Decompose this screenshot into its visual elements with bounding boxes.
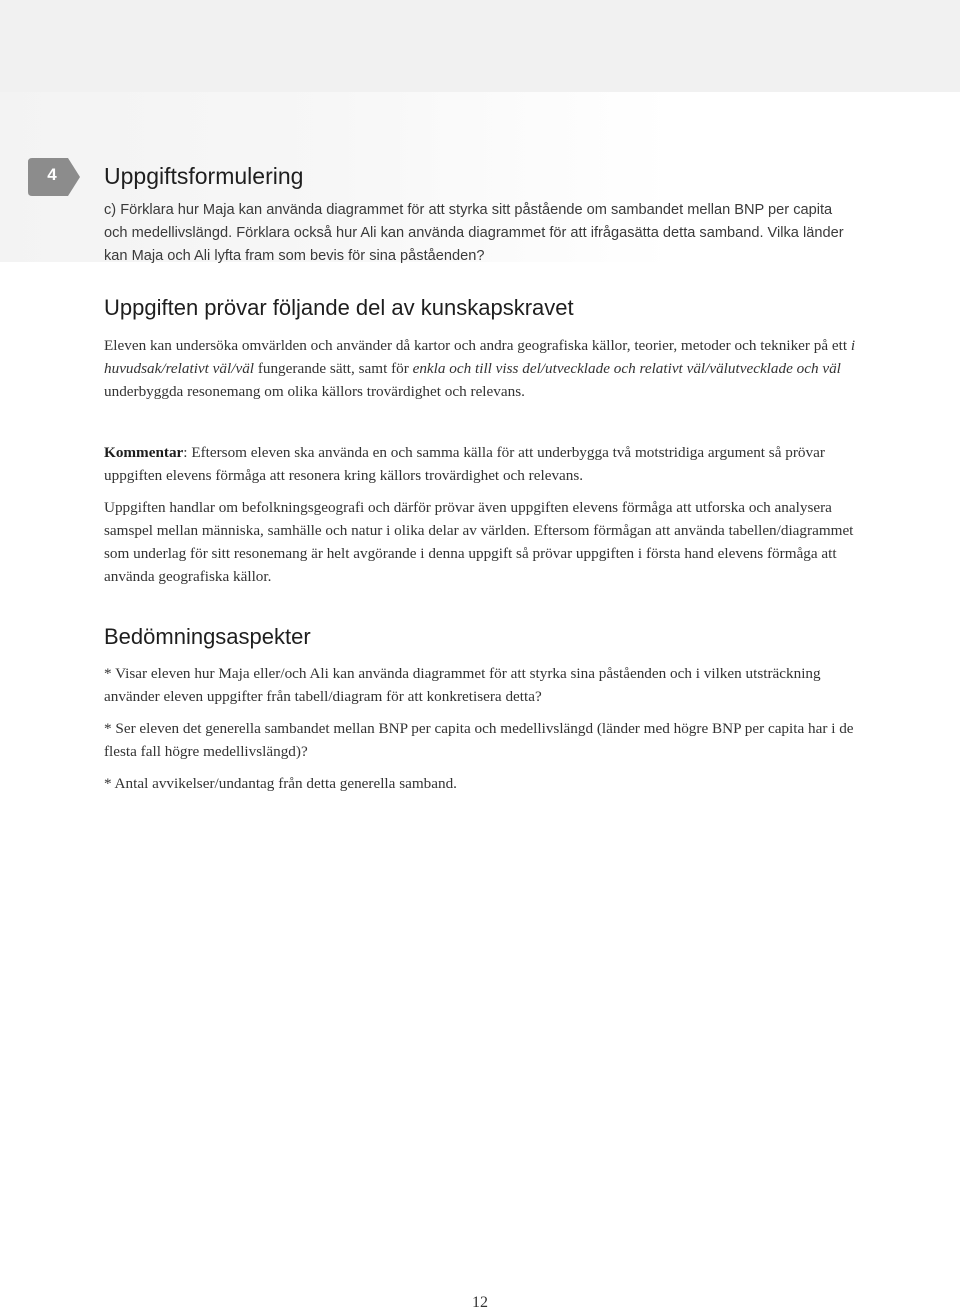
assessment-heading: Bedömningsaspekter	[104, 624, 311, 649]
page-number: 12	[472, 1294, 488, 1311]
requirement-text-italic1: i huvudsak/relativt väl/väl	[104, 337, 856, 377]
comment-paragraph	[104, 441, 856, 487]
comment-text: : Eftersom eleven ska använda en och samma källa för att underbygga två motstridiga argument så prövar uppgiften elevens förmåga att resonera kring källors trovärdighet och relevans.	[104, 444, 825, 484]
chapter-tab	[28, 158, 80, 196]
requirement-heading: Uppgiften prövar följande del av kunskapskravet	[104, 295, 574, 320]
task-heading: Uppgiftsformulering	[104, 163, 304, 189]
assessment-item: * Visar eleven hur Maja eller/och Ali kan använda diagrammet för att styrka sina påståenden och i vilken utsträckning använder eleven uppgifter från tabell/diagram för att konkretisera detta?	[104, 665, 821, 705]
requirement-text-part1: Eleven kan undersöka omvärlden och använder då kartor och andra geografiska källor, teorier, metoder och tekniker på ett	[104, 337, 851, 354]
comment-paragraph-2: Uppgiften handlar om befolkningsgeografi och därför prövar även uppgiften elevens förmåga att utforska och analysera samspel mellan människa, samhälle och natur i olika delar av världen. Eftersom förmågan att använda tabellen/diagrammet som underlag för sitt resonemang är helt avgörande i denna uppgift så prövar uppgiften i första hand elevens förmåga att använda geografiska källor.	[104, 499, 854, 585]
chapter-number: 4	[47, 165, 57, 184]
page-content	[104, 160, 856, 795]
requirement-text	[104, 334, 856, 403]
task-text: c) Förklara hur Maja kan använda diagrammet för att styrka sitt påstående om sambandet mellan BNP per capita och medellivslängd. Förklara också hur Ali kan använda diagrammet för att ifrågasätta detta samband. Vilka länder kan Maja och Ali lyfta fram som bevis för sina påståenden?	[104, 202, 844, 264]
requirement-text-part2: fungerande sätt, samt för	[254, 360, 413, 377]
requirement-text-part3: underbyggda resonemang om olika källors trovärdighet och relevans.	[104, 383, 525, 400]
requirement-text-italic2: enkla och till viss del/utvecklade och relativt väl/välutvecklade och väl	[412, 360, 841, 377]
top-band	[0, 0, 960, 92]
assessment-item: * Antal avvikelser/undantag från detta generella samband.	[104, 775, 457, 792]
assessment-item: * Ser eleven det generella sambandet mellan BNP per capita och medellivslängd (länder med högre BNP per capita har i de flesta fall högre medellivslängd)?	[104, 720, 854, 760]
comment-label: Kommentar	[104, 444, 184, 461]
